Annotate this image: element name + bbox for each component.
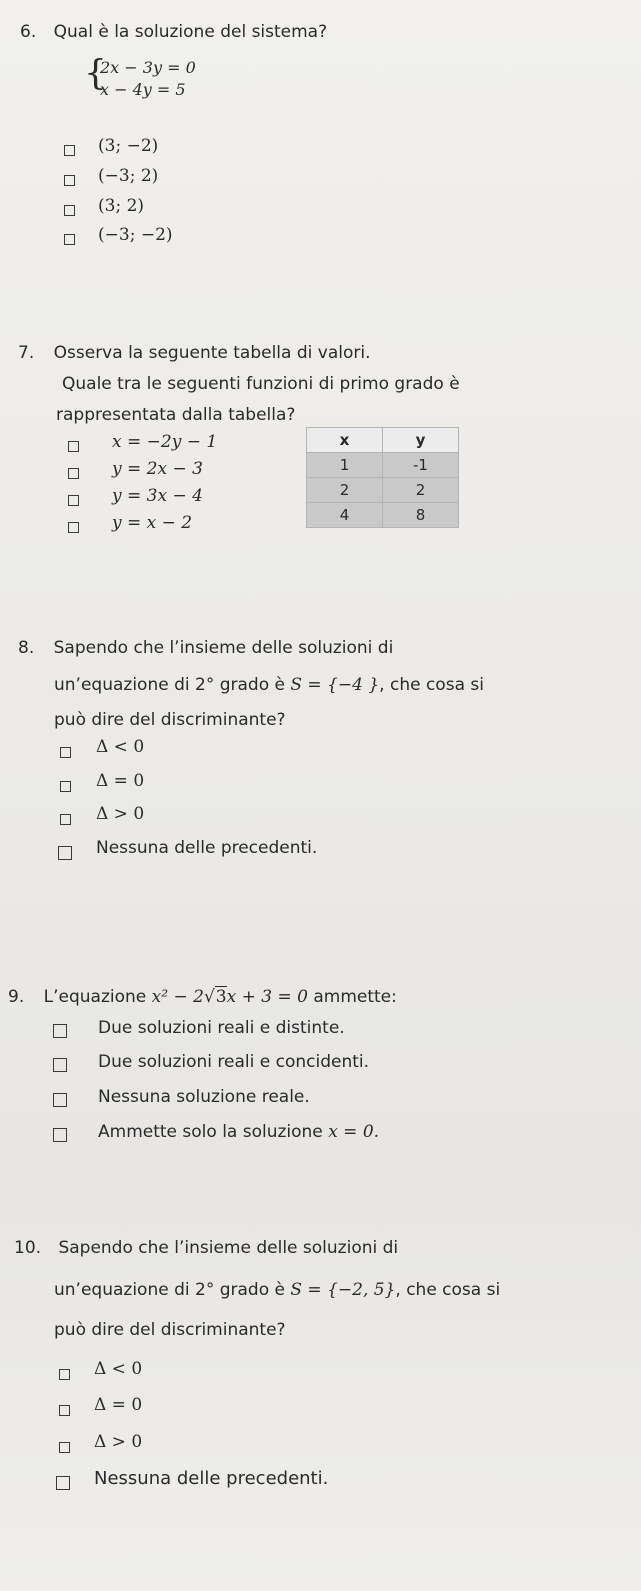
q6-option-2: (−3; 2) bbox=[98, 166, 159, 186]
question-7-line-1: Osserva la seguente tabella di valori. bbox=[53, 343, 371, 363]
q8-option-4-checkbox[interactable] bbox=[58, 846, 72, 860]
q9-option-4-text: Ammette solo la soluzione bbox=[98, 1122, 329, 1142]
q6-option-2-checkbox[interactable] bbox=[64, 175, 75, 186]
question-10-solution-set: S = {−2, 5} bbox=[290, 1280, 396, 1300]
q10-option-4-checkbox[interactable] bbox=[56, 1476, 70, 1490]
q7-option-1: x = −2y − 1 bbox=[112, 432, 218, 452]
q9-option-3: Nessuna soluzione reale. bbox=[98, 1087, 310, 1107]
system-equation-1: 2x − 3y = 0 bbox=[100, 58, 196, 77]
question-8-line-2 bbox=[54, 675, 484, 695]
values-table-header-y: y bbox=[383, 428, 459, 453]
values-table-cell: 2 bbox=[383, 478, 459, 503]
sqrt-symbol: √ bbox=[203, 987, 215, 1007]
q9-option-4-checkbox[interactable] bbox=[53, 1128, 67, 1142]
q10-option-4: Nessuna delle precedenti. bbox=[94, 1468, 329, 1489]
q8-option-3-checkbox[interactable] bbox=[60, 814, 71, 825]
question-8-title bbox=[18, 638, 393, 658]
question-10-line-2-tail: , che cosa si bbox=[395, 1280, 501, 1300]
q7-option-2: y = 2x − 3 bbox=[112, 459, 203, 479]
question-9-title bbox=[8, 987, 397, 1007]
values-table-cell: 2 bbox=[307, 478, 383, 503]
q6-option-1-checkbox[interactable] bbox=[64, 145, 75, 156]
q6-option-1: (3; −2) bbox=[98, 136, 159, 156]
system-equation-2: x − 4y = 5 bbox=[100, 80, 186, 99]
q6-option-3: (3; 2) bbox=[98, 196, 145, 216]
question-7-line-3: rappresentata dalla tabella? bbox=[56, 405, 296, 425]
values-table-cell: 8 bbox=[383, 503, 459, 528]
q7-option-4: y = x − 2 bbox=[112, 513, 193, 533]
q9-option-4-math: x = 0. bbox=[328, 1122, 380, 1142]
question-8-line-1: Sapendo che l’insieme delle soluzioni di bbox=[53, 638, 394, 658]
question-9-number: 9. bbox=[8, 987, 25, 1007]
system-brace: { bbox=[84, 54, 107, 93]
question-10-line-1: Sapendo che l’insieme delle soluzioni di bbox=[58, 1238, 399, 1258]
q10-option-1: Δ < 0 bbox=[94, 1359, 143, 1379]
q9-option-3-checkbox[interactable] bbox=[53, 1093, 67, 1107]
values-table-row bbox=[307, 478, 459, 503]
question-10-number: 10. bbox=[14, 1238, 42, 1258]
q7-option-3-checkbox[interactable] bbox=[68, 495, 79, 506]
values-table-cell: -1 bbox=[383, 453, 459, 478]
question-10-line-3: può dire del discriminante? bbox=[54, 1320, 286, 1340]
q9-option-1-checkbox[interactable] bbox=[53, 1024, 67, 1038]
q10-option-3: Δ > 0 bbox=[94, 1432, 143, 1452]
question-10-line-2 bbox=[54, 1280, 500, 1300]
question-7-line-2: Quale tra le seguenti funzioni di primo grado è bbox=[62, 374, 460, 394]
question-9-radicand: 3 bbox=[215, 987, 227, 1007]
question-9-equation bbox=[152, 987, 308, 1007]
question-9-text-pre: L’equazione bbox=[43, 987, 152, 1007]
q10-option-3-checkbox[interactable] bbox=[59, 1442, 70, 1453]
q9-option-2-checkbox[interactable] bbox=[53, 1058, 67, 1072]
q7-option-2-checkbox[interactable] bbox=[68, 468, 79, 479]
question-9-text-post: ammette: bbox=[307, 987, 397, 1007]
q6-option-4: (−3; −2) bbox=[98, 225, 173, 245]
q8-option-1-checkbox[interactable] bbox=[60, 747, 71, 758]
values-table-header-row bbox=[307, 428, 459, 453]
q7-option-1-checkbox[interactable] bbox=[68, 441, 79, 452]
question-9-eq-part-a: x² − 2 bbox=[151, 987, 204, 1007]
question-7-title bbox=[18, 343, 371, 363]
question-8-line-2-text: un’equazione di 2° grado è bbox=[54, 675, 291, 695]
question-7-number: 7. bbox=[18, 343, 35, 363]
q7-option-3: y = 3x − 4 bbox=[112, 486, 203, 506]
q6-option-3-checkbox[interactable] bbox=[64, 205, 75, 216]
values-table-cell: 4 bbox=[307, 503, 383, 528]
q9-option-1: Due soluzioni reali e distinte. bbox=[98, 1018, 345, 1038]
question-10-title bbox=[14, 1238, 398, 1258]
q10-option-2-checkbox[interactable] bbox=[59, 1405, 70, 1416]
values-table-cell: 1 bbox=[307, 453, 383, 478]
question-10-line-2-text: un’equazione di 2° grado è bbox=[54, 1280, 291, 1300]
q8-option-2-checkbox[interactable] bbox=[60, 781, 71, 792]
question-8-line-3: può dire del discriminante? bbox=[54, 710, 286, 730]
sqrt-radicand bbox=[215, 987, 227, 1007]
q7-option-4-checkbox[interactable] bbox=[68, 522, 79, 533]
q8-option-4: Nessuna delle precedenti. bbox=[96, 838, 318, 858]
question-8-solution-set: S = {−4 } bbox=[290, 675, 380, 695]
q8-option-3: Δ > 0 bbox=[96, 804, 145, 824]
q10-option-2: Δ = 0 bbox=[94, 1395, 143, 1415]
q9-option-2: Due soluzioni reali e concidenti. bbox=[98, 1052, 370, 1072]
values-table-header-x: x bbox=[307, 428, 383, 453]
question-6-number: 6. bbox=[20, 22, 37, 42]
question-8-number: 8. bbox=[18, 638, 35, 658]
q6-option-4-checkbox[interactable] bbox=[64, 234, 75, 245]
q9-option-4 bbox=[98, 1122, 379, 1142]
values-table bbox=[306, 427, 459, 528]
q8-option-2: Δ = 0 bbox=[96, 771, 145, 791]
question-6-text: Qual è la soluzione del sistema? bbox=[53, 22, 328, 42]
values-table-row bbox=[307, 453, 459, 478]
values-table-row bbox=[307, 503, 459, 528]
question-9-eq-part-b: x + 3 = 0 bbox=[226, 987, 308, 1007]
question-6-title bbox=[20, 22, 327, 42]
q8-option-1: Δ < 0 bbox=[96, 737, 145, 757]
q10-option-1-checkbox[interactable] bbox=[59, 1369, 70, 1380]
question-8-line-2-tail: , che cosa si bbox=[379, 675, 484, 695]
